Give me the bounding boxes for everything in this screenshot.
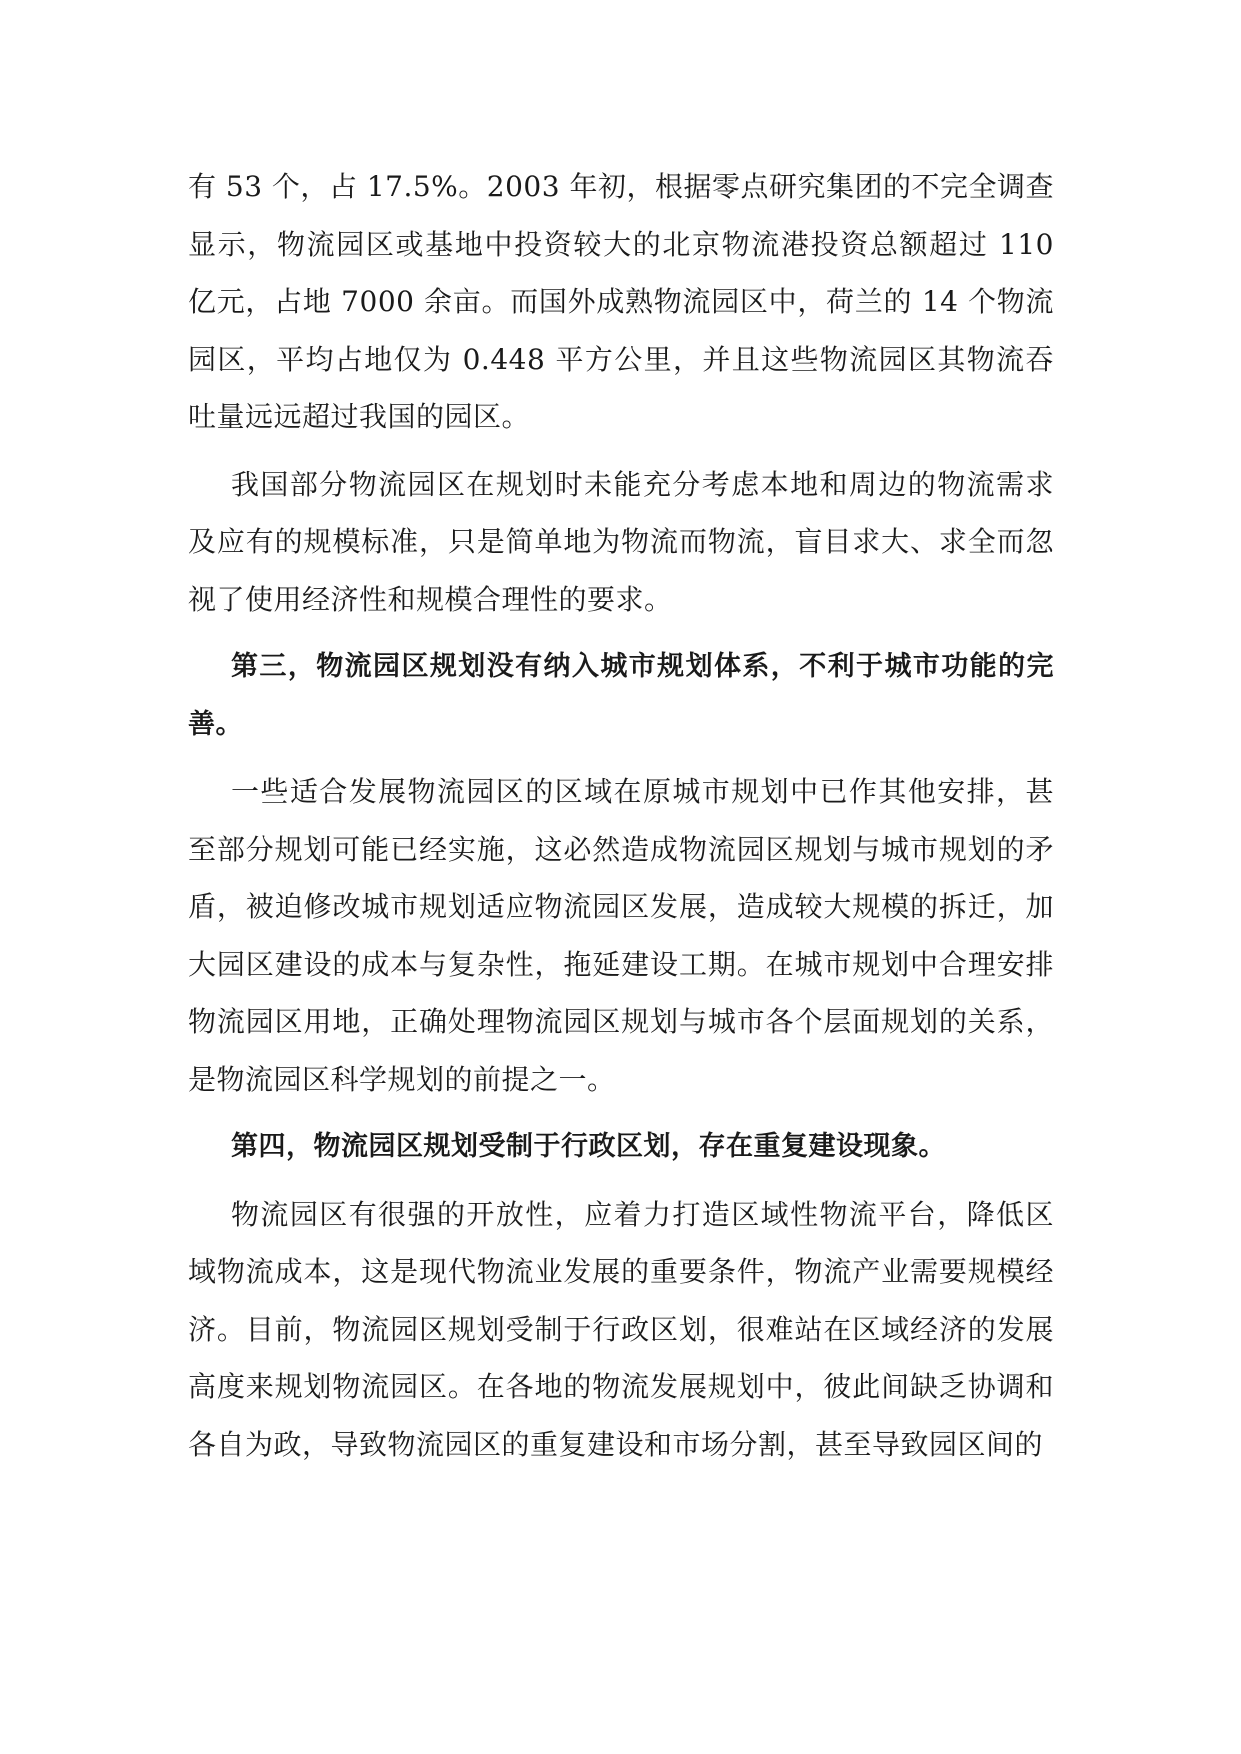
paragraph-continuation: 有 53 个，占 17.5%。2003 年初，根据零点研究集团的不完全调查显示，物流园区或基地中投资较大的北京物流港投资总额超过 110 亿元，占地 7000 余亩。而国外成熟物流园区中，荷兰的 14 个物流园区，平均占地仅为 0.448 平方公里，并且这些物流园区其物流吞吐量远远超过我国的园区。: [188, 170, 1054, 433]
document-body: [188, 158, 1054, 1473]
section-heading-third: 第三，物流园区规划没有纳入城市规划体系，不利于城市功能的完善。: [188, 651, 1054, 740]
paragraph-urban-planning: 一些适合发展物流园区的区域在原城市规划中已作其他安排，甚至部分规划可能已经实施，这必然造成物流园区规划与城市规划的矛盾，被迫修改城市规划适应物流园区发展，造成较大规模的拆迁，加大园区建设的成本与复杂性，拖延建设工期。在城市规划中合理安排物流园区用地，正确处理物流园区规划与城市各个层面规划的关系，是物流园区科学规划的前提之一。: [188, 775, 1054, 1096]
paragraph-scale-issue: 我国部分物流园区在规划时未能充分考虑本地和周边的物流需求及应有的规模标准，只是简单地为物流而物流，盲目求大、求全而忽视了使用经济性和规模合理性的要求。: [188, 467, 1054, 616]
paragraph-administrative-division: 物流园区有很强的开放性，应着力打造区域性物流平台，降低区域物流成本，这是现代物流业发展的重要条件，物流产业需要规模经济。目前，物流园区规划受制于行政区划，很难站在区域经济的发展高度来规划物流园区。在各地的物流发展规划中，彼此间缺乏协调和各自为政，导致物流园区的重复建设和市场分割，甚至导致园区间的: [188, 1197, 1054, 1461]
section-heading-fourth: 第四，物流园区规划受制于行政区划，存在重复建设现象。: [231, 1131, 946, 1162]
